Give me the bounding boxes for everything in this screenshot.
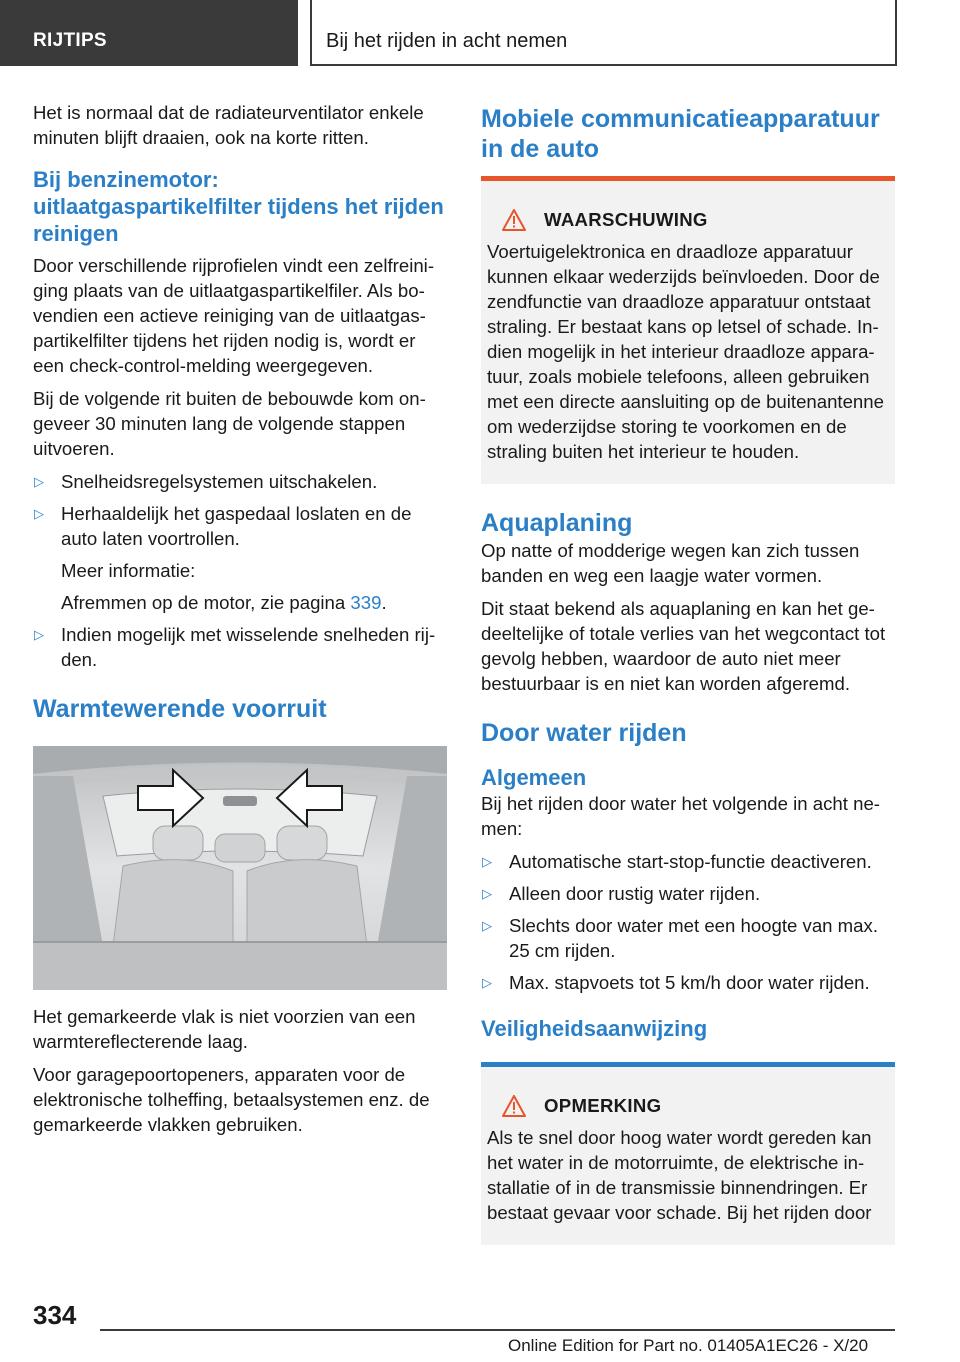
windshield-illustration (33, 746, 447, 990)
section-tab: RIJTIPS (0, 0, 298, 66)
triangle-right-icon: ▷ (34, 506, 44, 521)
windshield-heading: Warmtewerende voorruit (33, 695, 327, 723)
triangle-right-icon: ▷ (482, 975, 492, 990)
warning-box (481, 176, 895, 484)
aquaplaning-heading: Aquaplaning (481, 509, 633, 537)
notice-title: OPMERKING (502, 1095, 887, 1117)
notice-text: Als te snel door hoog water wordt gereden kan het water in de motorruimte, de elektrische installatie of in de transmissie binnendringen. Er bestaat gevaar voor schade. Bij het rijden door (487, 1127, 872, 1223)
list-item: ▷ Indien mogelijk met wisselende snelheden rijden. (34, 624, 436, 670)
car-interior-image (33, 746, 447, 990)
footer-divider (100, 1329, 895, 1331)
triangle-right-icon: ▷ (482, 854, 492, 869)
more-info-label: Meer informatie: (61, 560, 196, 581)
warning-text: Voertuigelektronica en draadloze apparatuur kunnen elkaar wederzijds beïnvloeden. Door de zendfunctie van draadloze apparatuur ontstaat straling. Er bestaat kans op letsel of schade. Indien mogelijk in het interieur draadloze apparatuur, zoals mobiele telefoons, alleen gebruiken met een directe aansluiting op de buitenantenne om wederzijdse storing te voorkomen en de straling buiten het interieur te houden. (487, 241, 884, 462)
aquaplaning-paragraph-2: Dit staat bekend als aquaplaning en kan het gedeeltelijke of totale verlies van het wegcontact tot gevolg hebben, waardoor de auto niet meer bestuurbaar is en niet kan worden afgeremd. (481, 598, 886, 694)
windshield-paragraph-1: Het gemarkeerde vlak is niet voorzien van een warmtereflecterende laag. (33, 1006, 416, 1052)
right-column (481, 100, 895, 1245)
chapter-title: Bij het rijden in acht nemen (310, 0, 897, 66)
water-list (481, 849, 895, 995)
general-paragraph: Bij het rijden door water het volgende in acht nemen: (481, 793, 880, 839)
list-item: ▷ Slechts door water met een hoogte van max. 25 cm rijden. (482, 915, 878, 961)
filter-heading: Bij benzinemotor: uitlaatgaspartikelfilter tijdens het rijden reinigen (33, 167, 444, 246)
list-item: ▷ Automatische start-stop-functie deactiveren. (482, 851, 872, 872)
general-heading: Algemeen (481, 765, 587, 790)
page-header (0, 0, 960, 66)
notice-box (481, 1062, 895, 1245)
list-item: ▷ Max. stapvoets tot 5 km/h door water rijden. (482, 972, 870, 993)
safety-heading: Veiligheidsaanwijzing (481, 1016, 708, 1041)
warning-triangle-icon (502, 209, 526, 231)
triangle-right-icon: ▷ (34, 474, 44, 489)
triangle-right-icon: ▷ (482, 886, 492, 901)
triangle-right-icon: ▷ (34, 627, 44, 642)
list-item: ▷ Herhaaldelijk het gaspedaal loslaten en de auto laten voortrollen. Meer informatie: Afremmen op de motor, zie pagina 339. (33, 501, 447, 615)
mobile-heading: Mobiele communicatieapparatuur in de auto (481, 105, 880, 163)
windshield-paragraph-2: Voor garagepoortopeners, apparaten voor de elektronische tolheffing, betaalsystemen enz. de gemarkeerde vlakken gebruiken. (33, 1064, 430, 1135)
aquaplaning-paragraph-1: Op natte of modderige wegen kan zich tussen banden en weg een laagje water vormen. (481, 540, 860, 586)
list-item: ▷ Alleen door rustig water rijden. (482, 883, 761, 904)
filter-steps-list (33, 469, 447, 672)
filter-paragraph-2: Bij de volgende rit buiten de bebouwde kom ongeveer 30 minuten lang de volgende stappen uitvoeren. (33, 388, 426, 459)
edition-text: Online Edition for Part no. 01405A1EC26 - X/20 (508, 1336, 869, 1355)
warning-triangle-icon (502, 1095, 526, 1117)
list-item: ▷ Snelheidsregelsystemen uitschakelen. (34, 471, 378, 492)
intro-paragraph: Het is normaal dat de radiateurventilator enkele minuten blijft draaien, ook na korte ritten. (33, 102, 424, 148)
left-column (33, 100, 447, 1145)
filter-paragraph-1: Door verschillende rijprofielen vindt een zelfreiniging plaats van de uitlaatgaspartikelfiler. Als bovendien een actieve reiniging van de uitlaatgaspartikelfilter tijdens het rijden nodig is, wordt er een check-control-melding weergegeven. (33, 255, 435, 376)
triangle-right-icon: ▷ (482, 918, 492, 933)
water-heading: Door water rijden (481, 719, 687, 747)
cross-reference: Afremmen op de motor, zie pagina 339. (61, 592, 387, 613)
page-link-339[interactable]: 339 (350, 592, 382, 613)
page-number: 334 (33, 1300, 77, 1330)
warning-title: WAARSCHUWING (502, 209, 887, 231)
